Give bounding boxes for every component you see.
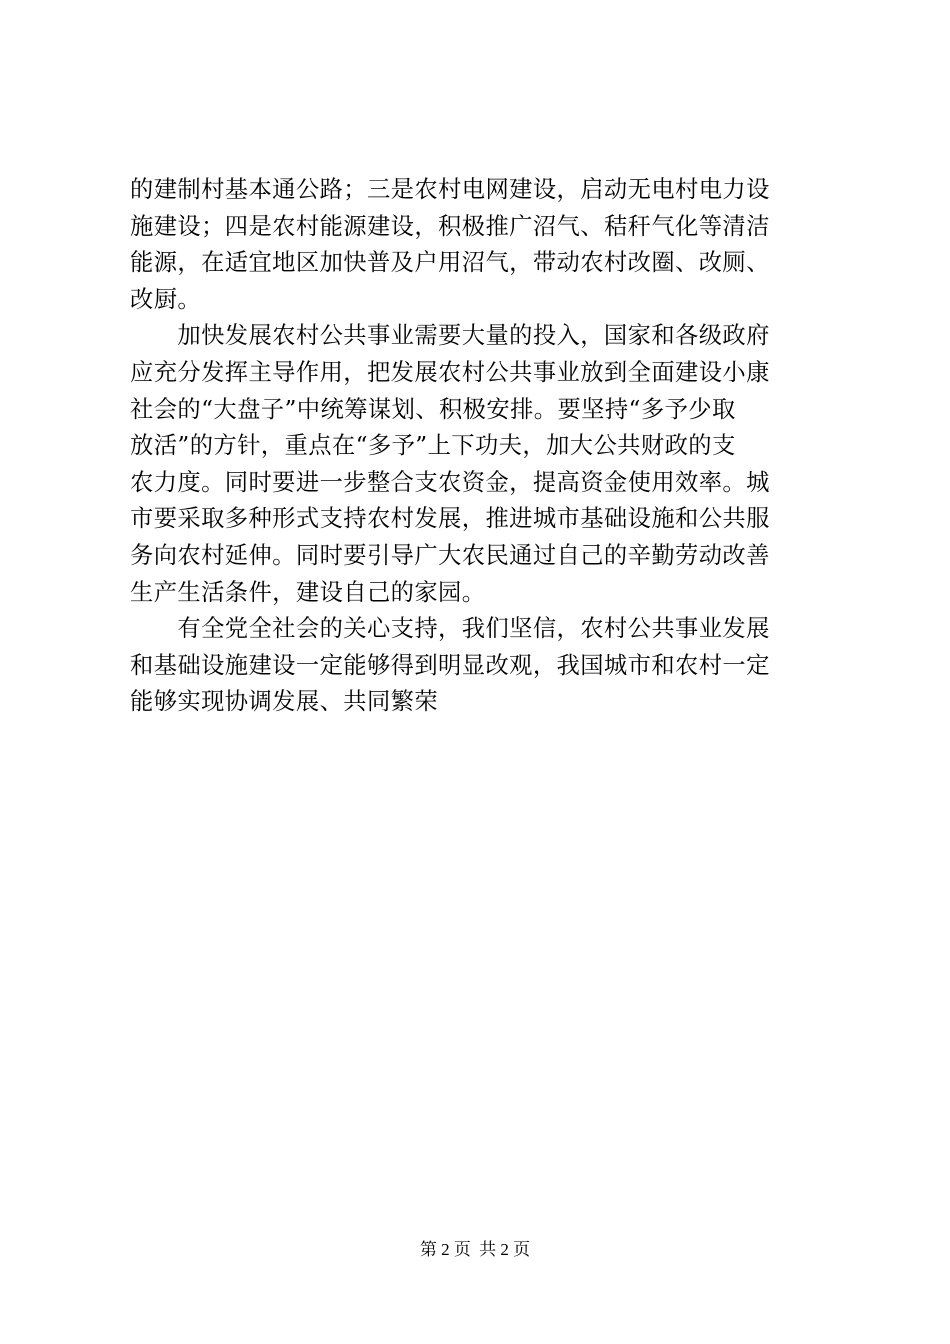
text-line: 施建设；四是农村能源建设，积极推广沼气、秸秆气化等清洁 xyxy=(130,212,770,240)
text-line: 加快发展农村公共事业需要大量的投入，国家和各级政府 xyxy=(130,322,770,350)
document-body xyxy=(130,172,826,721)
page-total: 共 2 页 xyxy=(479,1240,531,1259)
text-line: 能源，在适宜地区加快普及户用沼气，带动农村改圈、改厕、 xyxy=(130,249,770,277)
text-line: 有全党全社会的关心支持，我们坚信，农村公共事业发展 xyxy=(130,615,770,643)
text-line: 和基础设施建设一定能够得到明显改观，我国城市和农村一定 xyxy=(130,651,770,679)
text-line: 生产生活条件，建设自己的家园。 xyxy=(130,578,486,606)
text-line: 改厨。 xyxy=(130,285,202,313)
text-line: 农力度。同时要进一步整合支农资金，提高资金使用效率。城 xyxy=(130,468,770,496)
text-line: 社会的“大盘子”中统筹谋划、积极安排。要坚持“多予少取 xyxy=(130,395,736,423)
text-line: 务向农村延伸。同时要引导广大农民通过自己的辛勤劳动改善 xyxy=(130,541,770,569)
text-line: 放活”的方针，重点在“多予”上下功夫，加大公共财政的支 xyxy=(130,432,736,460)
page-footer xyxy=(0,1238,950,1262)
text-line: 能够实现协调发展、共同繁荣 xyxy=(130,688,439,716)
text-line: 的建制村基本通公路；三是农村电网建设，启动无电村电力设 xyxy=(130,176,770,203)
text-line: 市要采取多种形式支持农村发展，推进城市基础设施和公共服 xyxy=(130,505,770,533)
page-number: 第 2 页 xyxy=(419,1240,471,1259)
text-line: 应充分发挥主导作用，把发展农村公共事业放到全面建设小康 xyxy=(130,358,770,386)
